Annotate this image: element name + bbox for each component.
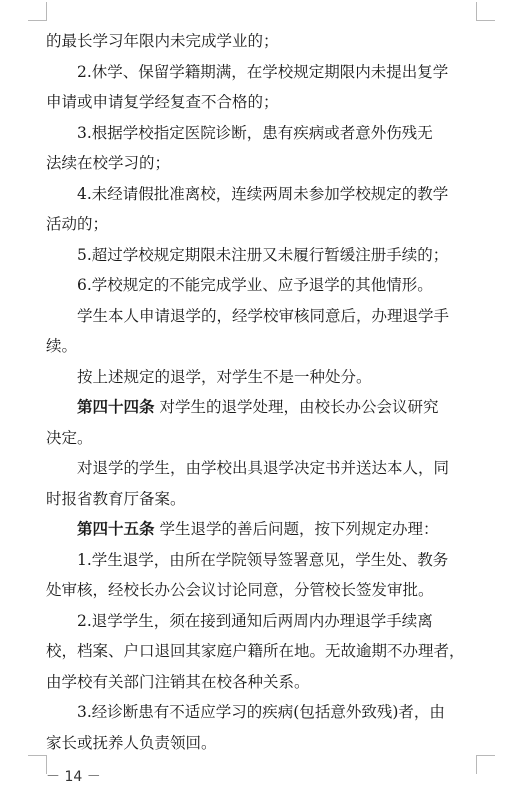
text-line: 学生本人申请退学的，经学校审核同意后，办理退学手 xyxy=(77,306,450,325)
text-line: 家长或抚养人负责领回。 xyxy=(46,733,217,752)
text-line: 校，档案、户口退回其家庭户籍所在地。无故逾期不办理者， xyxy=(46,642,465,660)
article-text: 对学生的退学处理，由校长办公会议研究 xyxy=(154,398,439,416)
page-number: － 14 － xyxy=(46,769,101,785)
text-line: 处审核，经校长办公会议讨论同意，分管校长签发审批。 xyxy=(46,581,434,599)
text-line: 由学校有关部门注销其在校各种关系。 xyxy=(46,672,310,691)
text-line: 2.退学学生，须在接到通知后两周内办理退学手续离 xyxy=(77,611,433,630)
text-line: 决定。 xyxy=(46,428,93,447)
text-line: 活动的； xyxy=(46,215,109,233)
text-line: 对退学的学生，由学校出具退学决定书并送达本人，同 xyxy=(77,459,450,477)
text-line: 4.未经请假批准离校，连续两周未参加学校规定的教学 xyxy=(77,184,449,203)
text-line: 时报省教育厅备案。 xyxy=(46,489,186,508)
text-line: 6.学校规定的不能完成学业、应予退学的其他情形。 xyxy=(77,276,433,294)
text-line: 3.经诊断患有不适应学习的疾病(包括意外致残)者，由 xyxy=(77,703,445,721)
text-line: 法续在校学习的； xyxy=(46,154,171,172)
text-line: 申请或申请复学经复查不合格的； xyxy=(46,93,279,111)
crop-mark-bottom-left xyxy=(28,755,47,774)
text-line: 续。 xyxy=(46,337,78,355)
text-line: 按上述规定的退学，对学生不是一种处分。 xyxy=(77,367,372,386)
text-line: 的最长学习年限内未完成学业的； xyxy=(46,32,279,50)
article-44-heading-line xyxy=(46,392,482,423)
text-line: 1.学生退学，由所在学院领导签署意见，学生处、教务 xyxy=(77,550,449,569)
article-45-heading-line xyxy=(46,514,482,545)
article-number: 第四十五条 xyxy=(77,520,155,538)
text-line: 3.根据学校指定医院诊断，患有疾病或者意外伤残无 xyxy=(77,123,433,142)
text-line: 5.超过学校规定期限未注册又未履行暂缓注册手续的； xyxy=(77,245,449,264)
text-line: 2.休学、保留学籍期满，在学校规定期限内未提出复学 xyxy=(77,62,449,81)
article-number: 第四十四条 xyxy=(77,398,155,416)
crop-mark-top-right xyxy=(476,2,495,21)
document-body xyxy=(46,26,482,758)
crop-mark-top-left xyxy=(28,2,47,21)
article-text: 学生退学的善后问题，按下列规定办理： xyxy=(154,520,439,538)
